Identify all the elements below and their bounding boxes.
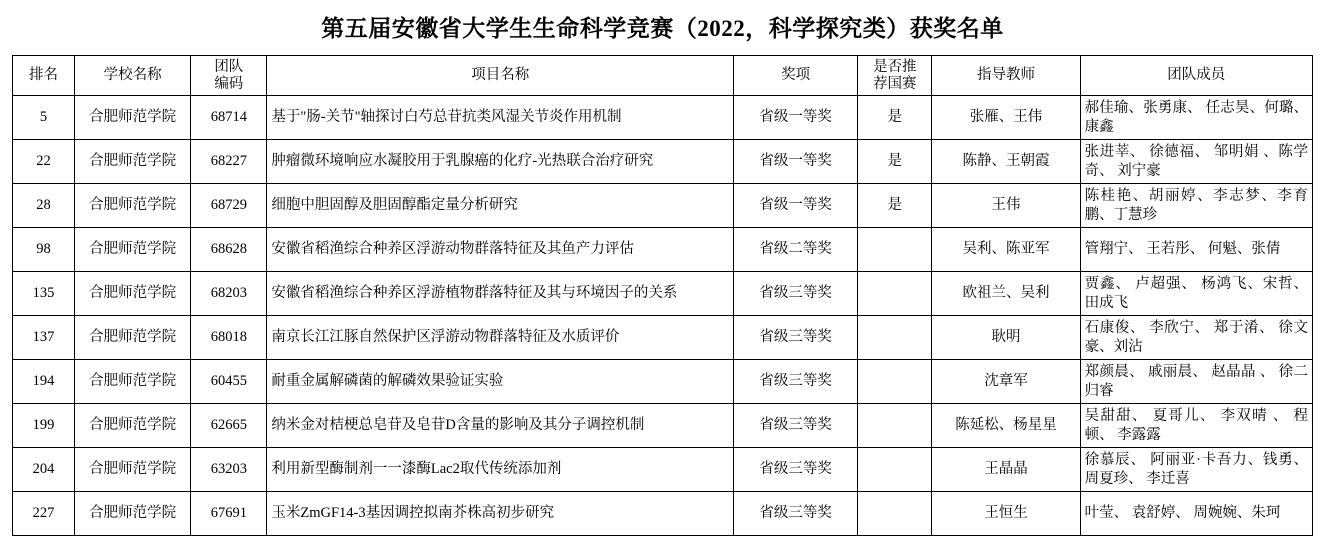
cell-rank: 28 xyxy=(13,184,75,228)
cell-project: 耐重金属解磷菌的解磷效果验证实验 xyxy=(267,360,734,404)
cell-rank: 194 xyxy=(13,360,75,404)
cell-rank: 5 xyxy=(13,96,75,140)
cell-teacher: 王伟 xyxy=(932,184,1080,228)
cell-award: 省级一等奖 xyxy=(734,96,858,140)
cell-recommend: 是 xyxy=(858,96,932,140)
column-header-team-code xyxy=(191,56,267,96)
cell-rank: 199 xyxy=(13,404,75,448)
cell-members xyxy=(1080,184,1312,228)
table-header xyxy=(13,56,1313,96)
cell-school: 合肥师范学院 xyxy=(75,140,191,184)
cell-recommend xyxy=(858,272,932,316)
cell-teacher: 耿明 xyxy=(932,316,1080,360)
column-header-team-code-line2: 编码 xyxy=(214,75,244,92)
cell-members xyxy=(1080,96,1312,140)
table-row xyxy=(13,140,1313,184)
cell-recommend xyxy=(858,316,932,360)
column-header-school: 学校名称 xyxy=(75,56,191,96)
cell-award: 省级二等奖 xyxy=(734,228,858,272)
cell-teacher: 王恒生 xyxy=(932,492,1080,536)
cell-project: 安徽省稻渔综合种养区浮游植物群落特征及其与环境因子的关系 xyxy=(267,272,734,316)
table-row xyxy=(13,492,1313,536)
cell-project: 利用新型酶制剂一一漆酶Lac2取代传统添加剂 xyxy=(267,448,734,492)
cell-award: 省级三等奖 xyxy=(734,404,858,448)
column-header-award: 奖项 xyxy=(734,56,858,96)
cell-school: 合肥师范学院 xyxy=(75,96,191,140)
column-header-recommend-line1: 是否推 xyxy=(873,58,917,75)
cell-award: 省级三等奖 xyxy=(734,316,858,360)
cell-project: 南京长江江豚自然保护区浮游动物群落特征及水质评价 xyxy=(267,316,734,360)
cell-team-code: 67691 xyxy=(191,492,267,536)
cell-award: 省级三等奖 xyxy=(734,492,858,536)
cell-team-code: 68729 xyxy=(191,184,267,228)
cell-rank: 135 xyxy=(13,272,75,316)
members-text: 贾鑫、 卢超强、 杨鸿飞、宋哲、田成飞 xyxy=(1084,275,1308,311)
members-text: 叶莹、 袁舒婷、 周婉婉、朱珂 xyxy=(1084,505,1281,522)
cell-school: 合肥师范学院 xyxy=(75,228,191,272)
cell-teacher: 欧祖兰、吴利 xyxy=(932,272,1080,316)
cell-school: 合肥师范学院 xyxy=(75,448,191,492)
members-text: 郑颜晨、 戚丽晨、 赵晶晶 、 徐二归睿 xyxy=(1084,363,1308,399)
cell-team-code: 68227 xyxy=(191,140,267,184)
cell-teacher: 沈章军 xyxy=(932,360,1080,404)
cell-teacher: 吴利、陈亚军 xyxy=(932,228,1080,272)
cell-teacher: 王晶晶 xyxy=(932,448,1080,492)
cell-school: 合肥师范学院 xyxy=(75,184,191,228)
cell-members xyxy=(1080,448,1312,492)
column-header-recommend xyxy=(858,56,932,96)
cell-project: 纳米金对桔梗总皂苷及皂苷D含量的影响及其分子调控机制 xyxy=(267,404,734,448)
members-text: 徐慕辰、 阿丽亚·卡吾力、钱勇、周夏珍、 李迁喜 xyxy=(1084,451,1308,487)
cell-recommend xyxy=(858,492,932,536)
cell-members xyxy=(1080,492,1312,536)
cell-award: 省级三等奖 xyxy=(734,360,858,404)
cell-recommend xyxy=(858,404,932,448)
cell-members xyxy=(1080,228,1312,272)
column-header-project: 项目名称 xyxy=(267,56,734,96)
cell-award: 省级三等奖 xyxy=(734,448,858,492)
table-row xyxy=(13,184,1313,228)
members-text: 陈桂艳、胡丽婷、李志梦、李育鹏、丁慧珍 xyxy=(1084,187,1308,223)
cell-project: 安徽省稻渔综合种养区浮游动物群落特征及其鱼产力评估 xyxy=(267,228,734,272)
cell-project: 肿瘤微环境响应水凝胶用于乳腺癌的化疗-光热联合治疗研究 xyxy=(267,140,734,184)
award-table-container xyxy=(0,55,1325,536)
table-row xyxy=(13,272,1313,316)
cell-teacher: 陈延松、杨星星 xyxy=(932,404,1080,448)
award-table xyxy=(12,55,1313,536)
cell-recommend xyxy=(858,228,932,272)
table-row xyxy=(13,316,1313,360)
cell-school: 合肥师范学院 xyxy=(75,492,191,536)
members-text: 吴甜甜、 夏哥儿、 李双晴 、 程顿、 李露露 xyxy=(1084,407,1308,443)
members-text: 张进莘、 徐德福、 邹明娟 、陈学奇、 刘宁豪 xyxy=(1084,143,1308,179)
cell-rank: 227 xyxy=(13,492,75,536)
cell-teacher: 陈静、王朝霞 xyxy=(932,140,1080,184)
cell-award: 省级一等奖 xyxy=(734,184,858,228)
cell-project: 细胞中胆固醇及胆固醇酯定量分析研究 xyxy=(267,184,734,228)
cell-team-code: 68203 xyxy=(191,272,267,316)
cell-recommend: 是 xyxy=(858,140,932,184)
column-header-rank: 排名 xyxy=(13,56,75,96)
cell-members xyxy=(1080,360,1312,404)
cell-school: 合肥师范学院 xyxy=(75,360,191,404)
cell-award: 省级三等奖 xyxy=(734,272,858,316)
cell-school: 合肥师范学院 xyxy=(75,272,191,316)
members-text: 管翔宁、 王若彤、 何魁、张倩 xyxy=(1084,241,1281,258)
cell-rank: 137 xyxy=(13,316,75,360)
cell-rank: 22 xyxy=(13,140,75,184)
column-header-members: 团队成员 xyxy=(1080,56,1312,96)
cell-team-code: 68714 xyxy=(191,96,267,140)
cell-recommend xyxy=(858,448,932,492)
table-header-row xyxy=(13,56,1313,96)
cell-members xyxy=(1080,272,1312,316)
table-row xyxy=(13,448,1313,492)
cell-school: 合肥师范学院 xyxy=(75,316,191,360)
cell-project: 基于"肠-关节"轴探讨白芍总苷抗类风湿关节炎作用机制 xyxy=(267,96,734,140)
table-body xyxy=(13,96,1313,536)
cell-team-code: 68018 xyxy=(191,316,267,360)
table-row xyxy=(13,228,1313,272)
cell-team-code: 63203 xyxy=(191,448,267,492)
column-header-team-code-line1: 团队 xyxy=(214,58,244,75)
cell-teacher: 张雁、王伟 xyxy=(932,96,1080,140)
cell-members xyxy=(1080,140,1312,184)
members-text: 郝佳瑜、张勇康、 任志昊、何璐、康鑫 xyxy=(1084,99,1308,135)
members-text: 石康俊、 李欣宁、 郑于淆、 徐文豪、刘沾 xyxy=(1084,319,1308,355)
cell-members xyxy=(1080,404,1312,448)
cell-award: 省级一等奖 xyxy=(734,140,858,184)
table-row xyxy=(13,404,1313,448)
column-header-recommend-line2: 荐国赛 xyxy=(873,75,917,92)
cell-team-code: 60455 xyxy=(191,360,267,404)
cell-members xyxy=(1080,316,1312,360)
cell-team-code: 62665 xyxy=(191,404,267,448)
column-header-teacher: 指导教师 xyxy=(932,56,1080,96)
cell-project: 玉米ZmGF14-3基因调控拟南芥株高初步研究 xyxy=(267,492,734,536)
table-row xyxy=(13,96,1313,140)
cell-rank: 204 xyxy=(13,448,75,492)
cell-rank: 98 xyxy=(13,228,75,272)
cell-recommend: 是 xyxy=(858,184,932,228)
table-row xyxy=(13,360,1313,404)
cell-team-code: 68628 xyxy=(191,228,267,272)
cell-school: 合肥师范学院 xyxy=(75,404,191,448)
page-title: 第五届安徽省大学生生命科学竞赛（2022，科学探究类）获奖名单 xyxy=(321,16,1004,41)
cell-recommend xyxy=(858,360,932,404)
